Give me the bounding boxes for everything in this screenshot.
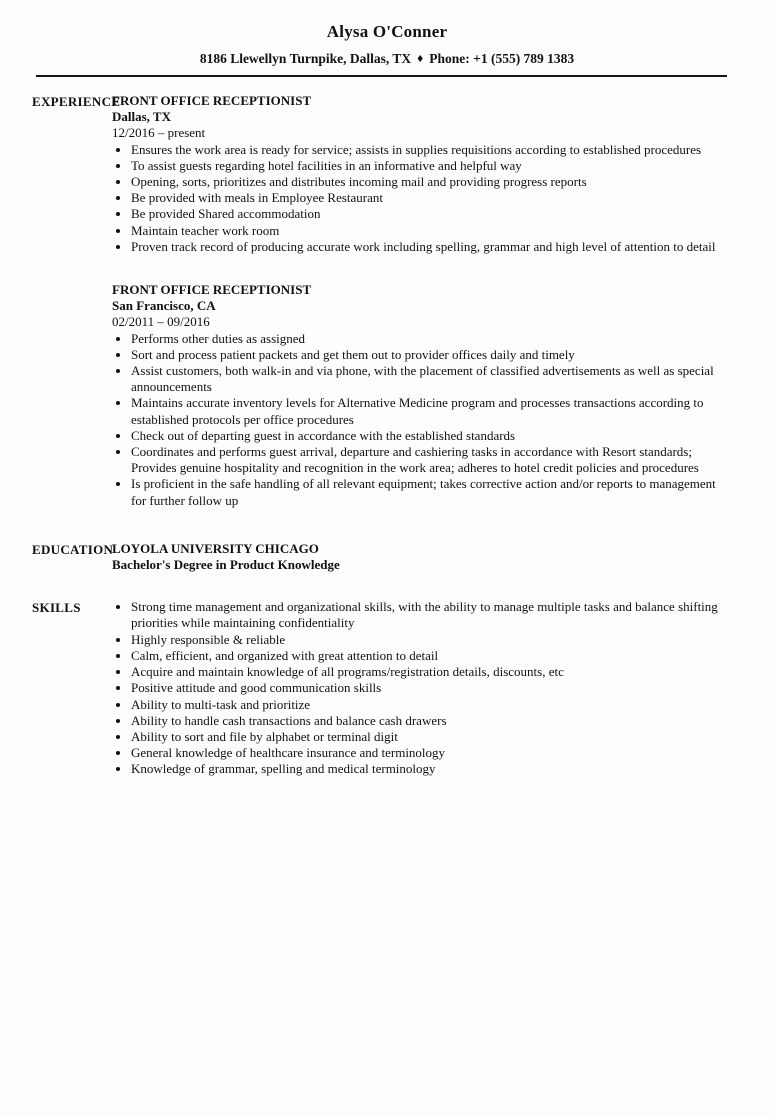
job-entry	[112, 93, 728, 255]
experience-content	[112, 93, 774, 509]
bullet-item: • To assist guests regarding hotel facilities in an informative and helpful way	[131, 158, 728, 174]
job-location: Dallas, TX	[112, 109, 171, 125]
diamond-icon: ♦	[417, 51, 424, 65]
bullet-item: • Highly responsible & reliable	[131, 632, 728, 648]
experience-label: EXPERIENCE	[32, 94, 121, 109]
bullet-item: • Calm, efficient, and organized with great attention to detail	[131, 648, 728, 664]
bullet-item: • Assist customers, both walk-in and via phone, with the placement of classified advertisements as well as special announcements	[131, 363, 728, 395]
bullet-item: • Ability to multi-task and prioritize	[131, 697, 728, 713]
bullet-item: • Strong time management and organizational skills, with the ability to manage multiple tasks and balance shifting priorities while maintaining confidentiality	[131, 599, 728, 631]
section-skills	[0, 599, 774, 777]
contact-line	[0, 51, 774, 67]
header-divider	[36, 75, 727, 77]
skills-label: SKILLS	[32, 600, 81, 616]
bullet-item: • Is proficient in the safe handling of all relevant equipment; takes corrective action and/or reports to management for further follow up	[131, 476, 728, 508]
job-bullet-list	[112, 142, 728, 255]
bullet-item: • Performs other duties as assigned	[131, 331, 728, 347]
contact-address: 8186 Llewellyn Turnpike, Dallas, TX	[199, 51, 412, 66]
job-bullet-list	[112, 331, 728, 509]
job-title: FRONT OFFICE RECEPTIONIST	[112, 282, 312, 298]
resume-header	[0, 22, 774, 67]
bullet-item: • Ability to handle cash transactions and balance cash drawers	[131, 713, 728, 729]
candidate-name: Alysa O'Conner	[326, 22, 448, 41]
skills-bullet-list	[112, 599, 728, 777]
bullet-item: • Sort and process patient packets and get them out to provider offices daily and timely	[131, 347, 728, 363]
bullet-item: • Knowledge of grammar, spelling and medical terminology	[131, 761, 728, 777]
school-name: LOYOLA UNIVERSITY CHICAGO	[112, 540, 319, 556]
education-content	[112, 541, 774, 573]
bullet-item: • Coordinates and performs guest arrival, departure and cashiering tasks in accordance with Resort standards; Provides genuine hospitality and recognition in the work area; adheres to hotel credit policies and procedures	[131, 444, 728, 476]
bullet-item: • Maintain teacher work room	[131, 223, 728, 239]
job-title: FRONT OFFICE RECEPTIONIST	[112, 93, 312, 108]
job-entry	[112, 282, 728, 509]
bullet-item: • Positive attitude and good communication skills	[131, 680, 728, 696]
skills-content	[112, 599, 774, 777]
job-location: San Francisco, CA	[112, 298, 216, 314]
job-dates: 02/2011 – 09/2016	[112, 314, 210, 330]
bullet-item: • Ability to sort and file by alphabet or terminal digit	[131, 729, 728, 745]
bullet-item: • Ensures the work area is ready for service; assists in supplies requisitions according to established procedures	[131, 142, 728, 158]
bullet-item: • Check out of departing guest in accordance with the established standards	[131, 428, 728, 444]
section-education	[0, 541, 774, 573]
bullet-item: • Acquire and maintain knowledge of all programs/registration details, discounts, etc	[131, 664, 728, 680]
degree: Bachelor's Degree in Product Knowledge	[112, 557, 340, 573]
contact-phone: Phone: +1 (555) 789 1383	[429, 51, 575, 66]
job-dates: 12/2016 – present	[112, 125, 206, 141]
education-label: EDUCATION	[32, 541, 114, 557]
bullet-item: • Opening, sorts, prioritizes and distributes incoming mail and providing progress reports	[131, 174, 728, 190]
bullet-item: • General knowledge of healthcare insurance and terminology	[131, 745, 728, 761]
bullet-item: • Be provided with meals in Employee Restaurant	[131, 190, 728, 206]
bullet-item: • Proven track record of producing accurate work including spelling, grammar and high level of attention to detail	[131, 239, 728, 255]
section-experience	[0, 93, 774, 509]
bullet-item: • Be provided Shared accommodation	[131, 206, 728, 222]
bullet-item: • Maintains accurate inventory levels for Alternative Medicine program and processes transactions according to established protocols per office procedures	[131, 395, 728, 427]
